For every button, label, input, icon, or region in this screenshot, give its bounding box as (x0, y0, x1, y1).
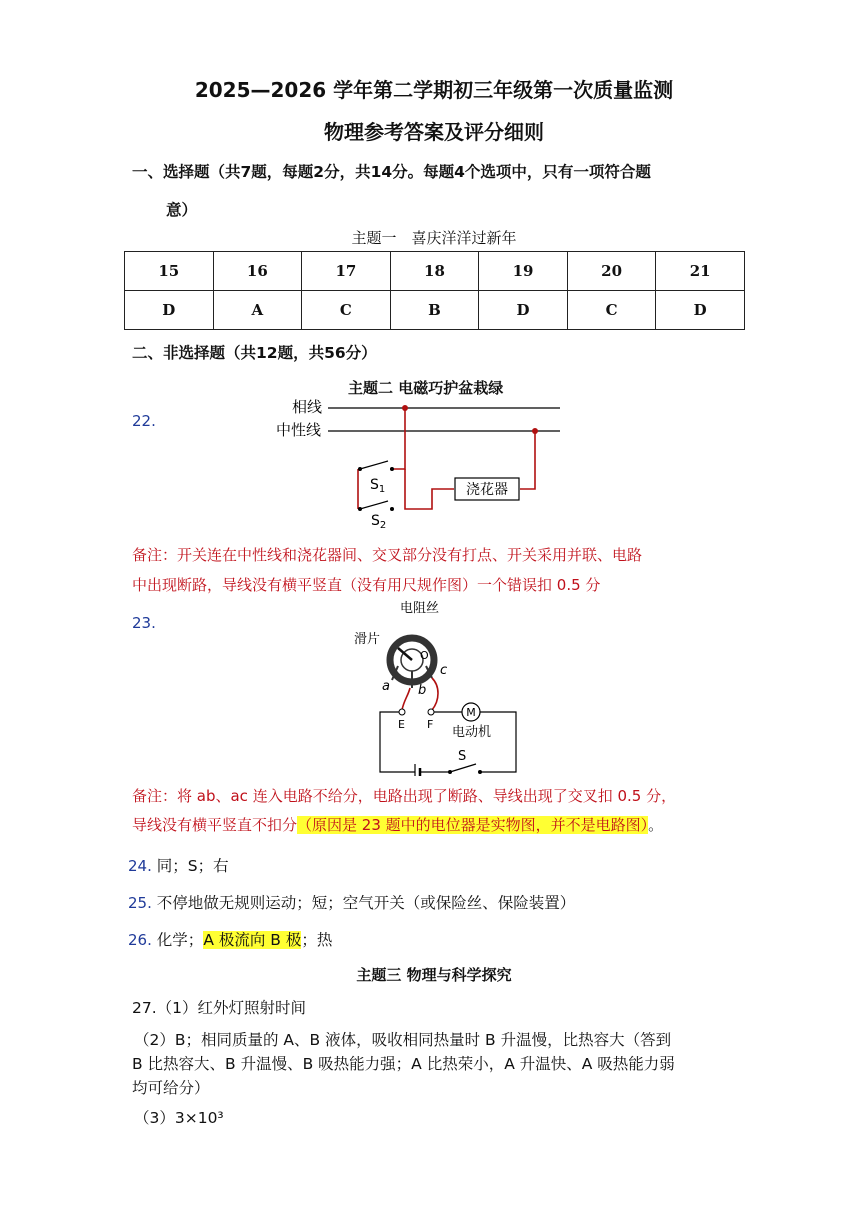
table-cell: 19 (479, 252, 568, 291)
pin-b-label: b (418, 683, 427, 698)
q23-note-end: 。 (648, 816, 664, 834)
q24-answer (128, 854, 229, 876)
pin-a-label: a (382, 679, 390, 694)
q26-number: 26. (128, 931, 152, 949)
q24-number: 24. (128, 857, 152, 875)
junction-dot (402, 405, 408, 411)
neutral-wire-label: 中性线 (276, 421, 322, 439)
q25-text: 不停地做无规则运动；短；空气开关（或保险丝、保险装置） (156, 894, 576, 912)
q25-answer (128, 891, 575, 913)
table-row-answers (125, 291, 745, 330)
q22-note-line2: 中出现断路，导线没有横平竖直（没有用尺规作图）一个错误扣 0.5 分 (132, 576, 601, 594)
switch-s-label: S (458, 749, 467, 764)
switch-s1-label: $S_1$ (370, 477, 386, 495)
table-cell: 21 (656, 252, 745, 291)
table-cell: 17 (302, 252, 391, 291)
table-cell: 15 (125, 252, 214, 291)
wire-b-to-e (402, 688, 410, 710)
q26-answer (128, 928, 332, 950)
q27-part1: 27.（1）红外灯照射时间 (132, 999, 307, 1017)
q27-part2-line1: （2）B；相同质量的 A、B 液体，吸收相同热量时 B 升温慢，比热容大（答到 (134, 1031, 672, 1049)
motor-symbol-label: M (466, 706, 476, 719)
resistor-wire-label: 电阻丝 (400, 601, 440, 616)
topic1-caption: 主题一 喜庆洋洋过新年 (351, 229, 517, 247)
pin-o-label: O (420, 649, 429, 662)
junction-dot (532, 428, 538, 434)
section1-heading-a: 一、选择题（共7题，每题2分，共14分。每题4个选项中，只有一项符合题 (132, 163, 651, 181)
q23-potentiometer-diagram (340, 596, 520, 776)
table-cell: C (302, 291, 391, 330)
q23-note-highlight: （原因是 23 题中的电位器是实物图，并不是电路图） (297, 816, 649, 834)
q22-note-line1: 备注：开关连在中性线和浇花器间、交叉部分没有打点、开关采用并联、电路 (132, 546, 643, 564)
q26-text-a: 化学； (156, 931, 204, 949)
document-subtitle: 物理参考答案及评分细则 (324, 120, 544, 144)
topic2-caption: 主题二 电磁巧护盆栽绿 (348, 379, 504, 397)
table-row-numbers (125, 252, 745, 291)
terminal-f (428, 709, 434, 715)
q23-note-plain: 导线没有横平竖直不扣分 (132, 816, 298, 834)
switch-s (450, 764, 476, 772)
sprinkler-device-label: 浇花器 (466, 482, 508, 498)
table-cell: D (479, 291, 568, 330)
table-cell: D (656, 291, 745, 330)
q26-text-highlight: A 极流向 B 极 (203, 931, 302, 949)
q27-part2-line2: B 比热容大、B 升温慢、B 吸热能力强；A 比热荣小，A 升温快、A 吸热能力弱 (132, 1055, 675, 1073)
topic3-caption: 主题三 物理与科学探究 (356, 966, 512, 984)
switch-s1 (360, 461, 388, 469)
table-cell: B (390, 291, 479, 330)
slider-label: 滑片 (354, 632, 381, 647)
table-cell: 18 (390, 252, 479, 291)
answer-table (124, 251, 745, 330)
table-cell: 16 (213, 252, 302, 291)
q27-part2-line3: 均可给分） (132, 1079, 210, 1097)
terminal-e (399, 709, 405, 715)
q22-number: 22. (132, 412, 156, 430)
wire-switch-to-device (405, 469, 454, 509)
live-wire-label: 相线 (292, 398, 323, 416)
q27-part3: （3）3×10³ (134, 1109, 224, 1127)
table-cell: 20 (567, 252, 656, 291)
document-title: 2025—2026 学年第二学期初三年级第一次质量监测 (194, 78, 674, 102)
table-cell: C (567, 291, 656, 330)
q22-circuit-diagram (270, 395, 570, 535)
q24-text: 同；S；右 (156, 857, 229, 875)
q26-text-b: ；热 (301, 931, 333, 949)
table-cell: D (125, 291, 214, 330)
switch-s2-label: $S_2$ (371, 513, 387, 531)
q23-number: 23. (132, 614, 156, 632)
q23-note-line1: 备注：将 ab、ac 连入电路不给分，电路出现了断路、导线出现了交叉扣 0.5 分， (132, 787, 677, 805)
section2-heading: 二、非选择题（共12题，共56分） (132, 344, 377, 362)
wire-live-to-switch (390, 408, 405, 469)
wire-c-to-f (432, 678, 438, 710)
table-cell: A (213, 291, 302, 330)
wire-neutral-to-device (520, 431, 535, 489)
q23-note-line2 (132, 814, 663, 835)
section1-heading-b: 意） (166, 201, 198, 219)
switch-s2 (360, 501, 388, 509)
terminal-f-label: F (427, 718, 434, 731)
pin-c-label: c (440, 663, 448, 678)
q25-number: 25. (128, 894, 152, 912)
motor-label: 电动机 (452, 725, 492, 740)
terminal-e-label: E (398, 718, 405, 731)
